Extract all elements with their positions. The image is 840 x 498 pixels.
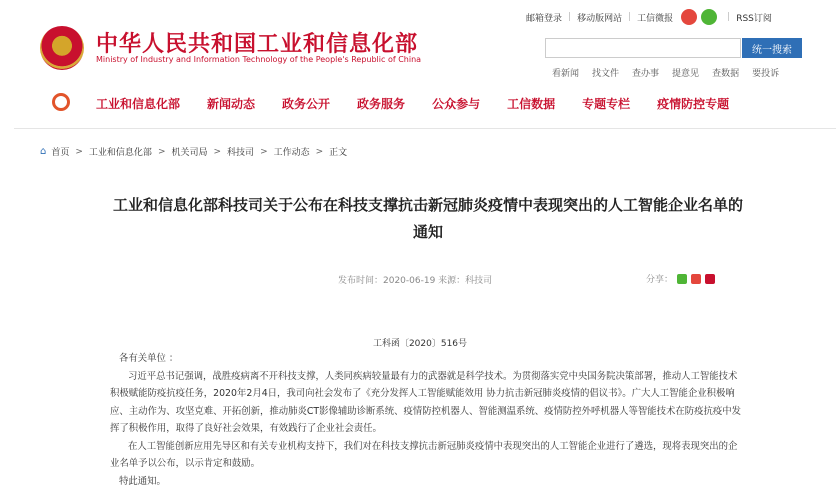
wechat-icon[interactable] (701, 9, 717, 25)
main-nav (96, 95, 756, 112)
nav-item-miit[interactable]: 工业和信息化部 (96, 97, 181, 111)
nav-logo-icon[interactable] (52, 93, 70, 111)
breadcrumb-home[interactable]: 首页 (51, 148, 70, 158)
breadcrumb-tech-dept[interactable]: 科技司 (227, 148, 255, 158)
print-icon[interactable] (705, 274, 715, 284)
chevron-right-icon: > (315, 146, 324, 157)
breadcrumb (40, 145, 347, 158)
article-title: 工业和信息化部科技司关于公布在科技支撑抗击新冠肺炎疫情中表现突出的人工智能企业名单的通知 (112, 196, 743, 241)
breadcrumb-miit[interactable]: 工业和信息化部 (88, 148, 152, 158)
nav-item-gov-service[interactable]: 政务服务 (357, 97, 406, 111)
site-title[interactable]: 中华人民共和国工业和信息化部 (96, 32, 419, 57)
quick-link-data[interactable]: 查数据 (712, 69, 740, 79)
mobile-site-link[interactable]: 移动版网站 (577, 13, 623, 24)
quick-link-complaint[interactable]: 要投诉 (752, 69, 780, 79)
nav-item-topics[interactable]: 专题专栏 (582, 97, 631, 111)
weibo-icon[interactable] (681, 9, 697, 25)
unified-search-button[interactable]: 统一搜索 (742, 38, 802, 58)
site-subtitle-english: Ministry of Industry and Information Technology of the People's Republic of China (96, 55, 422, 64)
nav-item-data[interactable]: 工信数据 (507, 97, 556, 111)
chevron-right-icon: > (157, 146, 166, 157)
article-meta: 发布时间：2020-06-19 来源：科技司 (338, 276, 493, 286)
chevron-right-icon: > (213, 146, 222, 157)
salutation: 各有关单位 ： (119, 353, 179, 364)
nav-item-epidemic[interactable]: 疫情防控专题 (657, 97, 730, 111)
chevron-right-icon: > (75, 146, 83, 157)
nav-divider (14, 128, 836, 129)
chevron-right-icon: > (260, 146, 268, 157)
divider: | (628, 12, 632, 22)
rss-link[interactable]: RSS订阅 (736, 13, 772, 24)
paragraph: 习近平总书记强调，战胜疫病离不开科技支撑，人类同疾病较量最有力的武器就是科学技术。为贯彻落实党中央国务院决策部署，推动人工智能技术积极赋能防疫抗疫任务，2020年2月4日，我司向社会发布了《充分发挥人工智能赋能效用 协力抗击新冠肺炎疫情的倡议书》。广大人工智能企业积极响应、主动作为、攻坚克难、开拓创新，推动肺炎CT影像辅助诊断系统、疫情防控机器人、智能测温系统、疫情防控外呼机器人等智能技术在防疫抗疫中发挥了积极作用，取得了良好社会效果，有效践行了企业社会责任。 (110, 370, 742, 434)
wechat-share-icon[interactable] (677, 274, 687, 284)
quick-links (552, 66, 792, 79)
nav-item-public[interactable]: 公众参与 (432, 97, 481, 111)
national-emblem-logo[interactable] (40, 26, 84, 70)
home-icon[interactable]: ⌂ (40, 146, 47, 157)
nav-item-gov-info[interactable]: 政务公开 (282, 97, 331, 111)
paragraph: 在人工智能创新应用先导区和有关专业机构支持下，我们对在科技支撑抗击新冠肺炎疫情中表现突出的人工智能企业进行了遴选，现将表现突出的企业名单予以公布，以示肯定和鼓励。 (110, 440, 738, 469)
share-bar (646, 272, 715, 285)
quick-link-news[interactable]: 看新闻 (552, 69, 580, 79)
weibo-share-icon[interactable] (691, 274, 701, 284)
mail-login-link[interactable]: 邮箱登录 (526, 13, 563, 24)
search-input[interactable] (545, 38, 741, 58)
article-body (110, 350, 746, 490)
breadcrumb-departments[interactable]: 机关司局 (171, 148, 208, 158)
quick-link-services[interactable]: 查办事 (632, 69, 660, 79)
closing: 特此通知。 (119, 475, 166, 487)
share-label: 分享： (646, 275, 674, 285)
weibo-report-link[interactable]: 工信微报 (637, 13, 674, 24)
divider: | (727, 12, 731, 22)
quick-link-feedback[interactable]: 提意见 (672, 69, 700, 79)
nav-item-news[interactable]: 新闻动态 (207, 97, 256, 111)
breadcrumb-current: 正文 (329, 148, 348, 158)
quick-link-files[interactable]: 找文件 (592, 69, 620, 79)
top-links-bar (526, 9, 772, 25)
breadcrumb-work-news[interactable]: 工作动态 (273, 148, 310, 158)
divider: | (568, 12, 572, 22)
document-number: 工科函〔2020〕516号 (372, 339, 468, 349)
